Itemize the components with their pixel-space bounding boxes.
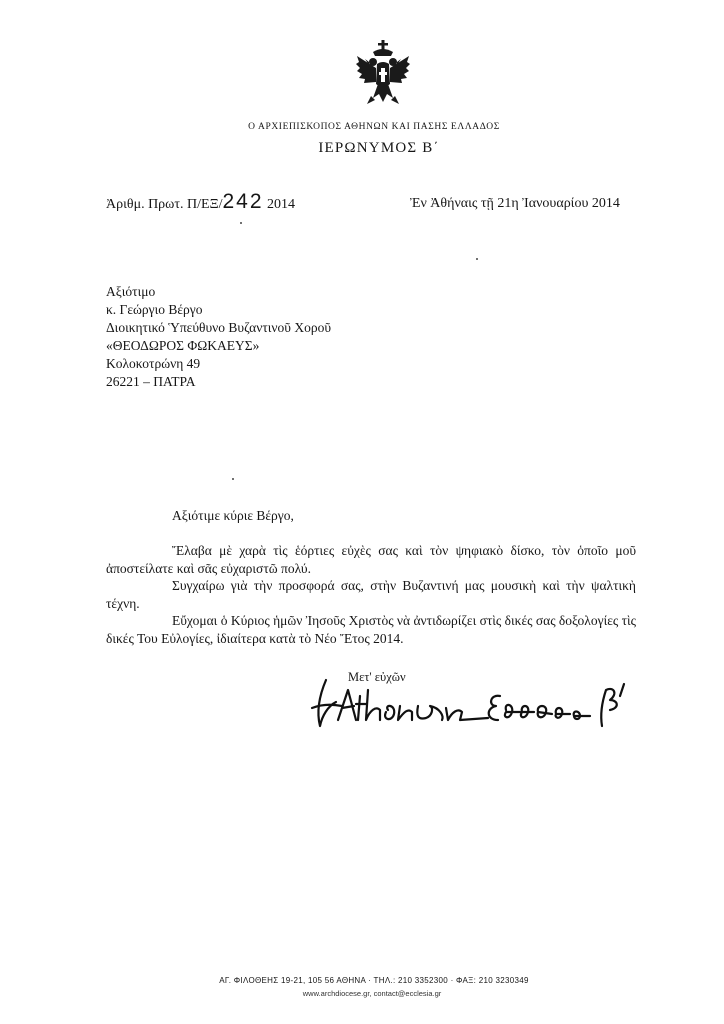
archbishop-name: ΙΕΡΩΝΥΜΟΣ Β΄: [318, 140, 440, 156]
body-paragraph: Εὔχομαι ὁ Κύριος ἡμῶν Ἰησοῦς Χριστὸς νὰ ἀντιδωρίζει στὶς δικές σας δοξολογίες τὶς δικές Του Εὐλογίες, ἰδιαίτερα κατὰ τὸ Νέο Ἔτος 2014.: [106, 613, 636, 646]
protocol-year: 2014: [267, 197, 296, 212]
recipient-line: κ. Γεώργιο Βέργο: [106, 302, 203, 317]
letter-body: [106, 542, 636, 647]
closing: Μετ' εὐχῶν: [348, 670, 406, 684]
scan-speck: [232, 478, 234, 480]
footer-web: www.archdiocese.gr, contact@ecclesia.gr: [302, 989, 442, 998]
scan-speck: [476, 258, 478, 260]
recipient-line: Αξιότιμο: [106, 284, 156, 299]
handwritten-signature: [308, 676, 638, 732]
protocol-prefix: Ἀριθμ. Πρωτ. Π/ΕΞ/: [106, 197, 223, 212]
salutation: Αξιότιμε κύριε Βέργο,: [172, 508, 294, 523]
recipient-line: «ΘΕΟΔΩΡΟΣ ΦΩΚΑΕΥΣ»: [106, 338, 260, 353]
body-paragraph: Συγχαίρω γιὰ τὴν προσφορά σας, στὴν Βυζαντινή μας μουσικὴ καὶ τὴν ψαλτικὴ τέχνη.: [106, 578, 636, 611]
recipient-line: Διοικητικό Ὑπεύθυνο Βυζαντινοῦ Χοροῦ: [106, 320, 332, 335]
protocol-number: 242: [222, 190, 264, 213]
scan-speck: [240, 222, 242, 224]
recipient-address: [106, 283, 331, 391]
body-paragraph: Ἔλαβα μὲ χαρὰ τὶς ἑόρτιες εὐχὲς σας καὶ τὸν ψηφιακὸ δίσκο, τὸν ὁποῖο μοῦ ἀποστείλατε καὶ σᾶς εὐχαριστῶ πολύ.: [106, 543, 636, 576]
recipient-line: 26221 – ΠΑΤΡΑ: [106, 374, 196, 389]
archbishop-title: Ο ΑΡΧΙΕΠΙΣΚΟΠΟΣ ΑΘΗΝΩΝ ΚΑΙ ΠΑΣΗΣ ΕΛΛΑΔΟΣ: [248, 122, 500, 132]
footer-address: ΑΓ. ΦΙΛΟΘΕΗΣ 19-21, 105 56 ΑΘΗΝΑ · ΤΗΛ.: 210 3352300 · ΦΑΞ: 210 3230349: [219, 976, 529, 985]
protocol-reference: [106, 190, 295, 214]
recipient-line: Κολοκοτρώνη 49: [106, 356, 201, 371]
letter-date: Ἐν Ἀθήναις τῇ 21η Ἰανουαρίου 2014: [410, 196, 620, 211]
double-headed-eagle-icon: [355, 40, 411, 108]
